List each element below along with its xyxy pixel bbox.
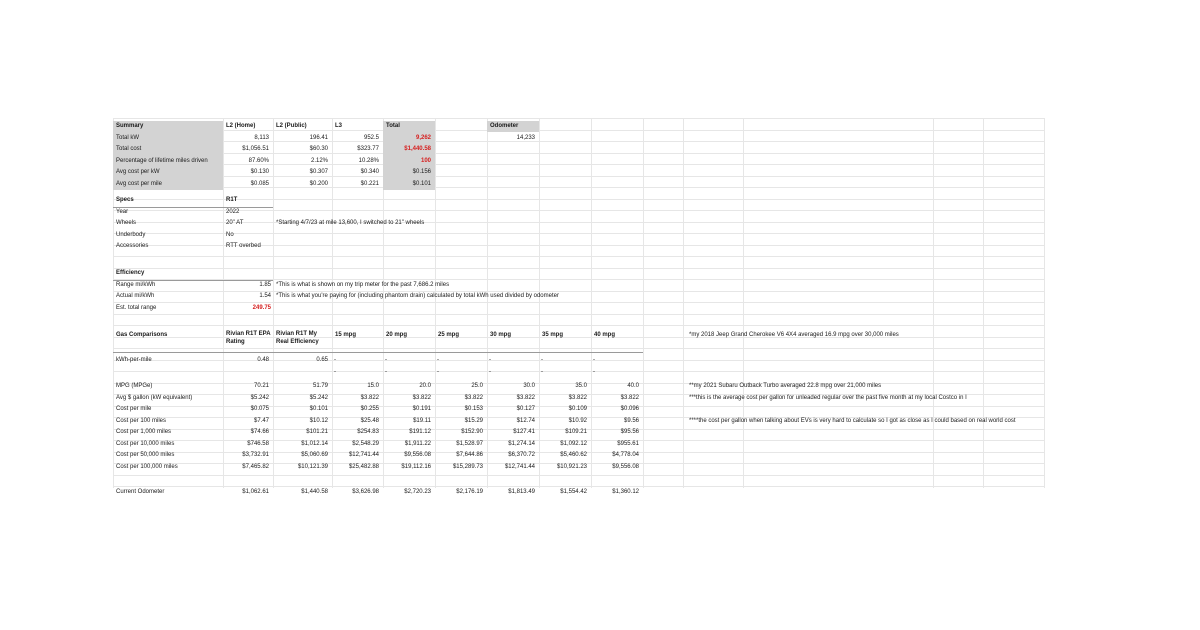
spreadsheet [113, 118, 1044, 495]
summary-total-cell: 100 [420, 157, 431, 164]
gas-cell: $101.21 [306, 429, 328, 435]
efficiency-row-label: Range mi/kWh [116, 281, 156, 288]
grid-row-line [113, 210, 1044, 211]
gas-cell: $10.92 [568, 417, 587, 424]
gas-current-cell: $2,176.19 [456, 488, 483, 495]
summary-cell: 952.5 [363, 134, 379, 141]
gas-header: 20 mpg [386, 332, 408, 338]
summary-cell: 196.41 [309, 134, 328, 141]
specs-row-label: Year [116, 208, 129, 215]
summary-cell: $0.130 [250, 169, 269, 175]
summary-title: Summary [116, 123, 144, 129]
gas-dash-cell: - [385, 368, 387, 375]
specs-row-value: RTT overbed [226, 243, 261, 249]
summary-cell: $0.200 [309, 180, 328, 187]
gas-dash-cell: - [541, 368, 543, 375]
gas-kwh-dash: - [334, 357, 336, 363]
efficiency-row-label: Actual mi/kWh [116, 293, 155, 299]
gas-row-label: Cost per 10,000 miles [116, 440, 175, 447]
gas-cell: $0.191 [412, 406, 431, 412]
gas-kwh-dash: - [593, 357, 595, 363]
gas-header: Rivian R1T EPA Rating [226, 331, 271, 345]
gas-cell: $5,060.69 [301, 452, 328, 458]
gas-cell: $254.83 [357, 429, 379, 435]
gas-cell: $0.096 [620, 406, 639, 412]
footnote-costco: ***this is the average cost per gallon for unleaded regular over the past five month at my local Costco in I [689, 394, 967, 401]
gas-current-cell: $1,062.61 [242, 488, 269, 495]
gas-cell: 25.0 [471, 383, 483, 389]
grid-column-line [933, 118, 934, 488]
gas-cell: $955.61 [617, 440, 639, 447]
gas-cell: 30.0 [523, 383, 535, 389]
gas-kwh-dash: - [437, 357, 439, 363]
gas-cell: $19,112.16 [401, 463, 431, 470]
gas-kwh-value: 0.65 [316, 357, 328, 363]
gas-cell: $5,460.62 [560, 452, 587, 458]
summary-cell: $0.221 [360, 180, 379, 187]
efficiency-title: Efficiency [116, 270, 145, 276]
gas-cell: $3.822 [568, 394, 587, 401]
summary-total-cell: $0.156 [412, 169, 431, 175]
gas-row-label: Cost per 1,000 miles [116, 429, 172, 435]
gas-cell: 15.0 [367, 383, 379, 389]
grid-column-line [273, 118, 274, 488]
gas-cell: $19.11 [413, 417, 431, 424]
specs-divider [113, 207, 273, 208]
gas-cell: $10,921.23 [556, 463, 587, 470]
gas-dash-cell: - [334, 368, 336, 375]
footnote-ev-cost: ****the cost per gallon when talking about EVs is very hard to calculate so I got as close as I could based on real world cost [689, 417, 1016, 424]
gas-cell: $9.56 [623, 417, 639, 424]
summary-cell: $60.30 [309, 146, 328, 152]
summary-cell: $0.085 [250, 180, 269, 187]
grid-row-line [113, 256, 1044, 257]
efficiency-note: *This is what is shown on my trip meter for the past 7,686.2 miles [276, 281, 450, 288]
gas-kwh-label: kWh-per-mile [116, 357, 152, 363]
gas-header: 40 mpg [594, 332, 616, 338]
summary-header: L3 [335, 123, 343, 129]
gas-divider [113, 352, 643, 353]
gas-cell: $3.822 [360, 394, 379, 401]
gas-cell: $0.109 [568, 406, 587, 412]
gas-row-label: Cost per 100 miles [116, 417, 167, 424]
gas-current-cell: $1,440.58 [301, 488, 328, 495]
odometer-value: 14,233 [516, 134, 535, 141]
grid-column-line [539, 118, 540, 488]
specs-model: R1T [226, 197, 238, 203]
grid-row-line [113, 348, 1044, 349]
specs-row-value: No [226, 231, 234, 238]
gas-cell: $6,370.72 [508, 452, 535, 458]
gas-cell: 20.0 [419, 383, 431, 389]
specs-note: *Starting 4/7/23 at mile 13,600, I switched to 21" wheels [276, 220, 425, 226]
gas-cell: $3.822 [464, 394, 483, 401]
footnote-jeep: *my 2018 Jeep Grand Cherokee V6 4X4 averaged 16.9 mpg over 30,000 miles [689, 332, 899, 338]
gas-cell: $25,482.88 [348, 463, 379, 470]
gas-cell: $0.127 [516, 406, 535, 412]
gas-cell: $127.41 [513, 429, 535, 435]
grid-row-line [113, 371, 1044, 372]
gas-cell: $1,012.14 [301, 440, 328, 447]
gas-cell: 40.0 [627, 383, 639, 389]
efficiency-row-label: Est. total range [116, 304, 157, 311]
summary-total-cell: $1,440.58 [404, 146, 431, 152]
gas-current-cell: $1,554.42 [560, 488, 587, 495]
gas-dash-cell: - [489, 368, 491, 375]
gas-cell: $12,741.44 [348, 452, 379, 458]
grid-row-line [113, 118, 1044, 119]
summary-row-label: Total cost [116, 146, 142, 152]
gas-cell: $74.66 [250, 429, 269, 435]
gas-cell: $3,732.91 [242, 452, 269, 458]
summary-cell: 2.12% [310, 157, 328, 164]
grid-column-line [435, 118, 436, 488]
gas-cell: $1,528.97 [456, 440, 483, 447]
gas-cell: $4,778.04 [612, 452, 639, 458]
specs-row-label: Wheels [116, 220, 137, 226]
summary-total-cell: $0.101 [412, 180, 431, 187]
summary-cell: 87.60% [248, 157, 269, 164]
grid-row-line [113, 475, 1044, 476]
specs-title: Specs [116, 197, 134, 203]
gas-current-label: Current Odometer [116, 488, 165, 495]
gas-cell: $3.822 [412, 394, 431, 401]
summary-cell: 10.28% [358, 157, 379, 164]
gas-cell: $1,911.22 [404, 440, 431, 447]
gas-title: Gas Comparisons [116, 332, 168, 338]
gas-current-cell: $3,626.98 [352, 488, 379, 495]
gas-cell: $0.101 [309, 406, 328, 412]
summary-header: L2 (Home) [226, 123, 256, 129]
gas-cell: $25.48 [360, 417, 379, 424]
gas-cell: $152.90 [461, 429, 483, 435]
grid-column-line [591, 118, 592, 488]
grid-column-line [332, 118, 333, 488]
summary-cell: $0.307 [309, 169, 328, 175]
gas-current-cell: $1,813.49 [508, 488, 535, 495]
grid-column-line [983, 118, 984, 488]
grid-row-line [113, 314, 1044, 315]
gas-row-label: MPG (MPGe) [116, 383, 153, 389]
gas-header: 35 mpg [542, 332, 564, 338]
gas-kwh-dash: - [541, 357, 543, 363]
summary-cell: 8,113 [254, 134, 269, 141]
gas-cell: $1,092.12 [560, 440, 587, 447]
gas-header: 15 mpg [335, 332, 357, 338]
gas-cell: $7.47 [253, 417, 269, 424]
gas-cell: $12.74 [516, 417, 535, 424]
efficiency-note: *This is what you're paying for (including phantom drain) calculated by total kWh used divided by odometer [276, 293, 559, 299]
gas-cell: 51.79 [312, 383, 328, 389]
gas-row-label: Cost per 100,000 miles [116, 463, 178, 470]
gas-header: 25 mpg [438, 332, 460, 338]
grid-column-line [683, 118, 684, 488]
specs-row-label: Accessories [116, 243, 149, 249]
grid-row-line [113, 233, 1044, 234]
gas-kwh-value: 0.48 [257, 357, 269, 363]
summary-total-cell: 9,262 [415, 134, 431, 141]
odometer-header: Odometer [490, 123, 519, 129]
gas-cell: $5.242 [309, 394, 328, 401]
gas-cell: $9,556.08 [612, 463, 639, 470]
gas-cell: $0.153 [464, 406, 483, 412]
gas-cell: $3.822 [620, 394, 639, 401]
gas-cell: $7,465.82 [242, 463, 269, 470]
summary-cell: $0.340 [360, 169, 379, 175]
gas-cell: $2,548.29 [352, 440, 379, 447]
gas-row-label: Cost per mile [116, 406, 152, 412]
efficiency-row-value: 1.54 [259, 293, 271, 299]
gas-kwh-dash: - [489, 357, 491, 363]
summary-row-label: Avg cost per mile [116, 180, 162, 187]
gas-cell: $3.822 [516, 394, 535, 401]
summary-row-label: Total kW [116, 134, 140, 141]
gas-cell: $1,274.14 [508, 440, 535, 447]
gas-kwh-dash: - [385, 357, 387, 363]
gas-dash-cell: - [593, 368, 595, 375]
grid-column-line [487, 118, 488, 488]
gas-cell: $12,741.44 [504, 463, 535, 470]
gas-header: 30 mpg [490, 332, 512, 338]
summary-row-label: Percentage of lifetime miles driven [116, 157, 208, 164]
summary-cell: $1,056.51 [242, 146, 269, 152]
gas-header: Rivian R1T My Real Efficiency [276, 331, 319, 345]
specs-row-value: 2022 [226, 208, 240, 215]
gas-cell: $0.255 [360, 406, 379, 412]
summary-header: Total [386, 123, 400, 129]
summary-row-label: Avg cost per kW [116, 169, 160, 175]
gas-cell: $10.12 [309, 417, 328, 424]
gas-cell: $95.56 [620, 429, 639, 435]
grid-column-line [743, 118, 744, 488]
specs-row-label: Underbody [116, 231, 146, 238]
footnote-subaru: **my 2021 Subaru Outback Turbo averaged 22.8 mpg over 21,000 miles [689, 383, 882, 389]
grid-column-line [223, 118, 224, 488]
gas-cell: $15,289.73 [452, 463, 483, 470]
gas-cell: $191.12 [409, 429, 431, 435]
gas-current-cell: $1,360.12 [612, 488, 639, 495]
gas-cell: 70.21 [253, 383, 269, 389]
gas-dash-cell: - [437, 368, 439, 375]
gas-cell: $0.075 [250, 406, 269, 412]
gas-cell: $10,121.39 [297, 463, 328, 470]
gas-row-label: Avg $ gallon (kW equivalent) [116, 394, 193, 401]
gas-cell: $15.29 [464, 417, 483, 424]
grid-row-line [113, 222, 1044, 223]
gas-cell: $746.58 [247, 440, 269, 447]
gas-cell: 35.0 [575, 383, 587, 389]
efficiency-row-value: 1.85 [259, 281, 271, 288]
grid-row-line [113, 268, 1044, 269]
grid-column-line [643, 118, 644, 488]
gas-row-label: Cost per 50,000 miles [116, 452, 175, 458]
summary-header: L2 (Public) [276, 123, 307, 129]
grid-column-line [1044, 118, 1045, 488]
efficiency-row-value: 249.75 [252, 304, 271, 311]
gas-cell: $109.21 [565, 429, 587, 435]
grid-row-line [113, 325, 1044, 326]
gas-cell: $7,644.86 [456, 452, 483, 458]
gas-cell: $9,556.08 [404, 452, 431, 458]
specs-row-value: 20" AT [226, 220, 244, 226]
gas-current-cell: $2,720.23 [404, 488, 431, 495]
grid-row-line [113, 199, 1044, 200]
summary-cell: $323.77 [357, 146, 379, 152]
gas-cell: $5.242 [250, 394, 269, 401]
